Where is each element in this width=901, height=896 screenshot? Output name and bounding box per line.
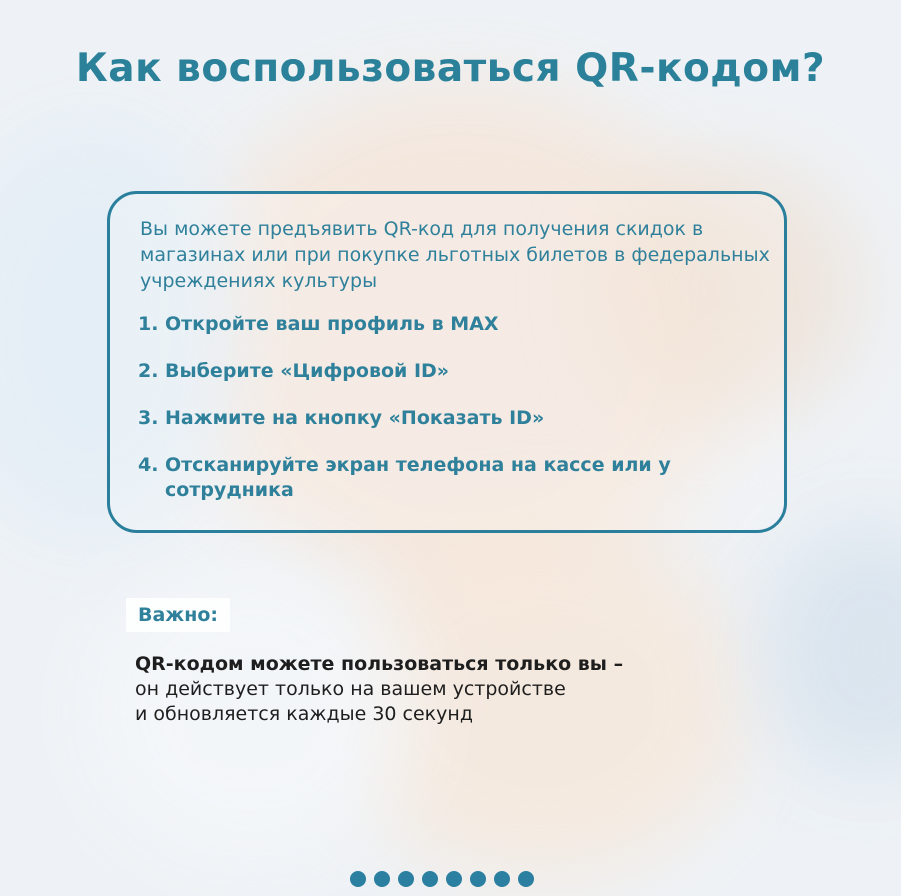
page-title: Как воспользоваться QR-кодом? [75, 46, 826, 91]
step-number: 3. [138, 407, 159, 429]
pagination-dot[interactable] [446, 871, 462, 887]
note-bold-line: QR-кодом можете пользоваться только вы – [135, 653, 624, 675]
note-line: и обновляется каждые 30 секунд [135, 703, 473, 725]
pagination-dot[interactable] [422, 871, 438, 887]
step-number: 1. [138, 313, 159, 335]
steps-list [138, 312, 768, 525]
step-text: Нажмите на кнопку «Показать ID» [165, 407, 545, 429]
pagination-dot[interactable] [374, 871, 390, 887]
background-blob [760, 520, 901, 780]
instructions-card [107, 191, 787, 533]
step-item [138, 359, 768, 384]
pagination-dot[interactable] [398, 871, 414, 887]
step-item [138, 406, 768, 431]
note-line: он действует только на вашем устройстве [135, 678, 566, 700]
pagination-dot[interactable] [494, 871, 510, 887]
important-badge: Важно: [126, 598, 230, 632]
pagination-dot[interactable] [518, 871, 534, 887]
card-intro-text: Вы можете предъявить QR-код для получения скидок в магазинах или при покупке льготных билетов в федеральных учреждениях культуры [140, 218, 770, 292]
step-text: Отсканируйте экран телефона на кассе или у сотрудника [165, 454, 671, 501]
carousel-pagination [350, 871, 534, 887]
step-number: 2. [138, 360, 159, 382]
step-text: Откройте ваш профиль в MAX [165, 313, 499, 335]
important-note [135, 652, 775, 727]
pagination-dot[interactable] [350, 871, 366, 887]
step-text: Выберите «Цифровой ID» [165, 360, 450, 382]
pagination-dot[interactable] [470, 871, 486, 887]
step-item [138, 312, 768, 337]
step-item [138, 453, 768, 503]
step-number: 4. [138, 454, 159, 476]
